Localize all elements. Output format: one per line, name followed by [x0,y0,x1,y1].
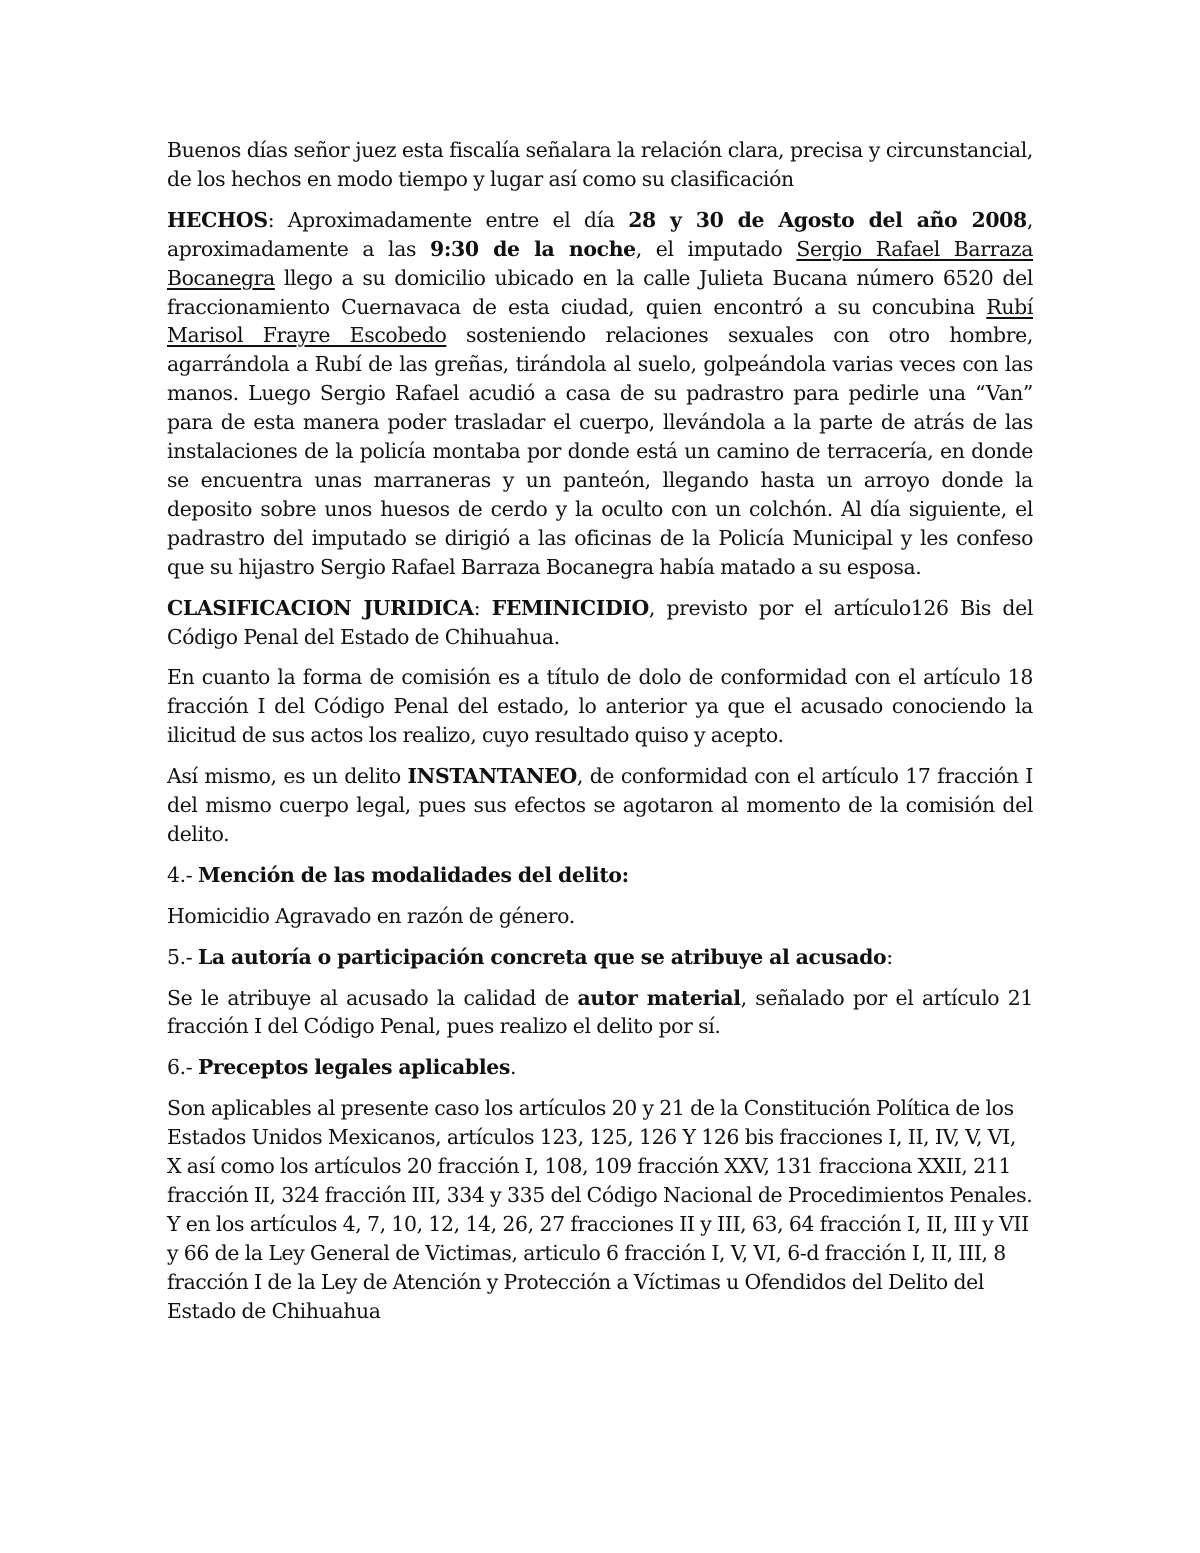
intro-paragraph: Buenos días señor juez esta fiscalía señalara la relación clara, precisa y circunstancial, de los hechos en modo tiempo y lugar así como su clasificación [167,138,1033,191]
hechos-time: 9:30 de la noche [429,236,636,261]
section-4-body: Homicidio Agravado en razón de género. [167,903,575,928]
autor-material: autor material [577,985,741,1010]
hechos-paragraph: HECHOS: Aproximadamente entre el día 28 y 30 de Agosto del año 2008, aproximadamente a las 9:30 de la noche, el imputado Sergio Rafael Barraza Bocanegra llego a su domicilio ubicado en la calle Julieta Bucana número 6520 del fraccionamiento Cuernavaca de esta ciudad, quien encontró a su concubina Rubí Marisol Frayre Escobedo sosteniendo relaciones sexuales con otro hombre, agarrándola a Rubí de las greñas, tirándola al suelo, golpeándola varias veces con las manos. Luego Sergio Rafael acudió a casa de su padrastro para pedirle una “Van” para de esta manera poder trasladar el cuerpo, llevándola a la parte de atrás de las instalaciones de la policía montaba por donde está un camino de terracería, en donde se encuentra unas marraneras y un panteón, llegando hasta un arroyo donde la deposito sobre unos huesos de cerdo y la oculto con un colchón. Al día siguiente, el padrastro del imputado se dirigió a las oficinas de la Policía Municipal y les confeso que su hijastro Sergio Rafael Barraza Bocanegra había matado a su esposa. [167,207,1033,579]
section-6-body: Son aplicables al presente caso los artículos 20 y 21 de la Constitución Política de los Estados Unidos Mexicanos, artículos 123, 125, 126 Y 126 bis fracciones I, II, IV, V, VI, X así como los artículos 20 fracción I, 108, 109 fracción XXV, 131 fracciona XXII, 211 fracción II, 324 fracción III, 334 y 335 del Código Nacional de Procedimientos Penales. Y en los artículos 4, 7, 10, 12, 14, 26, 27 fracciones II y III, 63, 64 fracción I, II, III y VII y 66 de la Ley General de Victimas, articulo 6 fracción I, V, VI, 6-d fracción I, II, III, 8 fracción I de la Ley de Atención y Protección a Víctimas u Ofendidos del Delito del Estado de Chihuahua [167,1096,1033,1323]
comision-paragraph: En cuanto la forma de comisión es a título de dolo de conformidad con el artículo 18 fracción I del Código Penal del estado, lo anterior ya que el acusado conociendo la ilicitud de sus actos los realizo, cuyo resultado quiso y acepto. [167,665,1033,748]
section-4-heading: 4.- Mención de las modalidades del delito: [167,862,629,887]
clasificacion-paragraph: CLASIFICACION JURIDICA: FEMINICIDIO, previsto por el artículo126 Bis del Código Penal del Estado de Chihuahua. [167,595,1033,649]
imputado-name: Sergio Rafael Barraza Bocanegra [167,236,1033,290]
hechos-dates: 28 y 30 de Agosto del año 2008 [628,207,1027,232]
section-5-body: Se le atribuye al acusado la calidad de autor material, señalado por el artículo 21 fracción I del Código Penal, pues realizo el delito por sí. [167,985,1034,1039]
delito-name: FEMINICIDIO [491,595,649,620]
section-5-heading: 5.- La autoría o participación concreta que se atribuye al acusado: [167,944,893,969]
instantaneo-paragraph: Así mismo, es un delito INSTANTANEO, de conformidad con el artículo 17 fracción I del mismo cuerpo legal, pues sus efectos se agotaron al momento de la comisión del delito. [167,764,1034,846]
clasificacion-label: CLASIFICACION JURIDICA [167,595,474,620]
document-page [167,136,1033,1338]
victima-name: Rubí Marisol Frayre Escobedo [167,294,1033,348]
hechos-label: HECHOS [167,207,268,232]
section-6-heading: 6.- Preceptos legales aplicables. [167,1055,517,1080]
delito-tipo: INSTANTANEO [407,764,577,789]
